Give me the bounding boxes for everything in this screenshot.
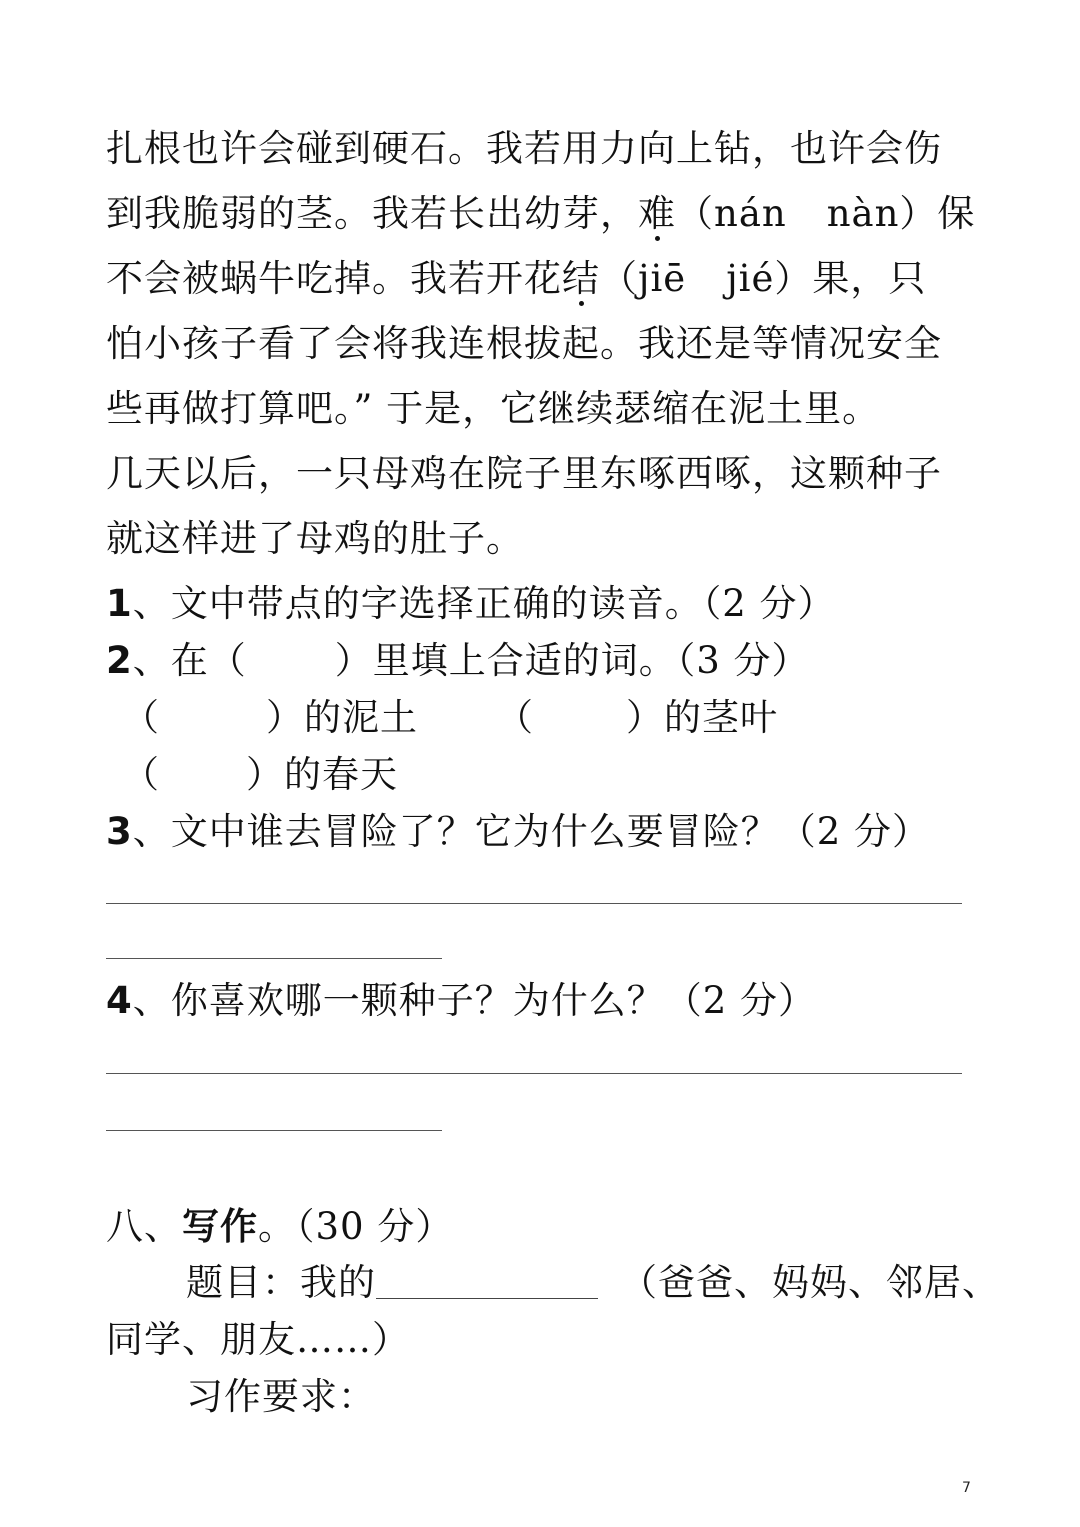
pinyin-option: （nán (676, 192, 787, 235)
fill-blank-row-2: （ ）的春天 (122, 753, 398, 796)
fill-blank-row-1: （ ）的泥土 （ ）的茎叶 (122, 696, 778, 739)
passage-line-2: 到我脆弱的茎。我若长出幼芽，难（nán nàn）保 (106, 183, 986, 245)
question-2: 2、在（ ）里填上合适的词。（3 分） (106, 639, 810, 682)
dotted-character: 结 (562, 248, 600, 310)
passage-line-7: 就这样进了母鸡的肚子。 (106, 517, 524, 560)
question-number: 1 (106, 582, 133, 625)
question-number: 4 (106, 979, 133, 1022)
answer-line[interactable] (106, 1073, 962, 1074)
pinyin-option: （jiē (600, 257, 687, 300)
pinyin-option: nàn）保 (826, 192, 976, 235)
answer-line[interactable] (106, 958, 442, 959)
question-3: 3、文中谁去冒险了？它为什么要冒险？（2 分） (106, 810, 931, 853)
writing-topic-continued: 同学、朋友……） (106, 1318, 410, 1361)
passage-line-6: 几天以后，一只母鸡在院子里东啄西啄，这颗种子 (106, 452, 942, 495)
passage-line-4: 怕小孩子看了会将我连根拔起。我还是等情况安全 (106, 322, 942, 365)
pinyin-option: jié）果，只 (726, 257, 927, 300)
question-1: 1、文中带点的字选择正确的读音。（2 分） (106, 582, 836, 625)
answer-line[interactable] (106, 1130, 442, 1131)
answer-line[interactable] (106, 903, 962, 904)
passage-line-1: 扎根也许会碰到硬石。我若用力向上钻，也许会伤 (106, 127, 942, 170)
question-number: 2 (106, 639, 133, 682)
topic-blank[interactable] (376, 1258, 598, 1299)
writing-requirements-label: 习作要求： (186, 1375, 376, 1418)
passage-line-3: 不会被蜗牛吃掉。我若开花结（jiē jié）果，只 (106, 248, 986, 310)
dotted-character: 难 (638, 183, 676, 245)
section-heading-writing: 八、写作。（30 分） (106, 1204, 454, 1248)
question-number: 3 (106, 810, 133, 853)
question-4: 4、你喜欢哪一颗种子？为什么？（2 分） (106, 979, 817, 1022)
passage-line-5: 些再做打算吧。” 于是，它继续瑟缩在泥土里。 (106, 387, 881, 430)
page-number: 7 (962, 1480, 971, 1496)
writing-topic: 题目：我的 （爸爸、妈妈、邻居、 (186, 1252, 986, 1314)
